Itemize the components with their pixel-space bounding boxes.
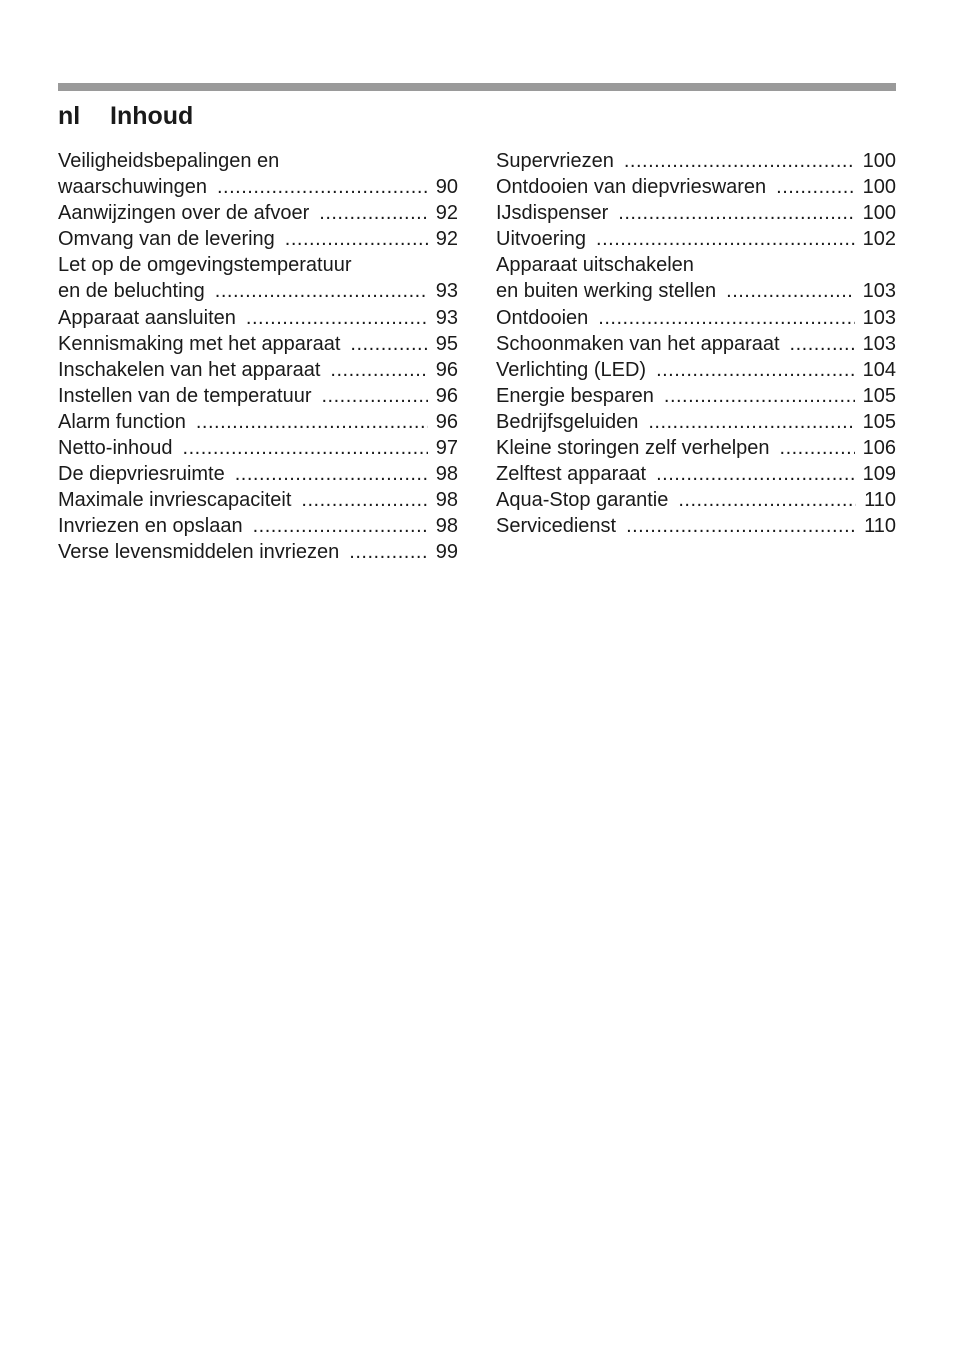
toc-entry[interactable] (58, 513, 458, 539)
title-text: Inhoud (110, 102, 194, 130)
dot-leader (301, 487, 427, 513)
toc-entry-page-number: 105 (862, 410, 896, 433)
dot-leader (618, 200, 854, 226)
dot-leader (656, 357, 855, 383)
dot-leader (215, 278, 428, 304)
toc-entry-page-number: 103 (862, 306, 896, 329)
dot-leader (780, 435, 855, 461)
toc-entry-page-number: 98 (435, 489, 458, 512)
toc-entry[interactable] (496, 461, 896, 487)
toc-entry[interactable] (496, 331, 896, 357)
toc-entry-title-lead: Let op de omgevingstemperatuur (58, 254, 352, 277)
toc-entry-page-number: 110 (864, 515, 896, 538)
toc-entry[interactable] (58, 148, 458, 200)
toc-entry-page-number: 99 (435, 541, 458, 564)
toc-entry-page-number: 98 (435, 463, 458, 486)
toc-entry-page-number: 106 (862, 437, 896, 460)
toc-column-right (496, 148, 896, 539)
dot-leader (776, 174, 854, 200)
toc-entry-page-number: 104 (862, 358, 896, 381)
toc-entry-page-number: 96 (435, 410, 458, 433)
dot-leader (626, 513, 856, 539)
toc-entry[interactable] (496, 435, 896, 461)
toc-entry-title: Schoonmaken van het apparaat (496, 332, 780, 355)
toc-entry[interactable] (58, 226, 458, 252)
toc-entry[interactable] (496, 383, 896, 409)
toc-entry-page-number: 100 (862, 176, 896, 199)
toc-entry[interactable] (496, 357, 896, 383)
toc-entry[interactable] (496, 305, 896, 331)
language-code: nl (58, 102, 81, 130)
toc-entry-title: Ontdooien (496, 306, 589, 329)
dot-leader (183, 435, 428, 461)
dot-leader (322, 383, 428, 409)
dot-leader (253, 513, 428, 539)
toc-entry-title: Servicedienst (496, 515, 617, 538)
toc-entry-page-number: 103 (862, 280, 896, 303)
page-title (58, 100, 193, 132)
dot-leader (285, 226, 428, 252)
toc-entry-title: Bedrijfsgeluiden (496, 410, 639, 433)
toc-entry-title: Aanwijzingen over de afvoer (58, 202, 310, 225)
dot-leader (678, 487, 856, 513)
toc-entry-title: Netto-inhoud (58, 437, 173, 460)
toc-entry-page-number: 90 (435, 176, 458, 199)
toc-entry-title-lead: Apparaat uitschakelen (496, 254, 694, 277)
toc-entry-title: Instellen van de temperatuur (58, 384, 312, 407)
toc-entry[interactable] (496, 513, 896, 539)
toc-entry[interactable] (496, 226, 896, 252)
toc-entry[interactable] (58, 461, 458, 487)
toc-entry-title: Kleine storingen zelf verhelpen (496, 437, 770, 460)
toc-entry-title: en de beluchting (58, 280, 205, 303)
toc-entry-page-number: 97 (435, 437, 458, 460)
toc-entry-page-number: 102 (862, 228, 896, 251)
toc-entry[interactable] (58, 200, 458, 226)
dot-leader (598, 305, 854, 331)
dot-leader (596, 226, 855, 252)
dot-leader (624, 148, 855, 174)
header-rule (58, 83, 896, 91)
toc-entry-title: Zelftest apparaat (496, 463, 647, 486)
toc-entry-page-number: 110 (864, 489, 896, 512)
toc-entry-page-number: 98 (435, 515, 458, 538)
toc-entry-page-number: 93 (435, 306, 458, 329)
dot-leader (350, 331, 427, 357)
toc-entry-title: Inschakelen van het apparaat (58, 358, 321, 381)
toc-entry[interactable] (58, 383, 458, 409)
toc-entry-page-number: 95 (435, 332, 458, 355)
toc-entry[interactable] (58, 487, 458, 513)
toc-entry-title: Apparaat aansluiten (58, 306, 236, 329)
dot-leader (330, 357, 427, 383)
toc-entry[interactable] (58, 357, 458, 383)
toc-entry-page-number: 96 (435, 384, 458, 407)
dot-leader (235, 461, 428, 487)
toc-entry[interactable] (496, 487, 896, 513)
toc-entry-title: De diepvriesruimte (58, 463, 225, 486)
toc-entry-title-lead: Veiligheidsbepalingen en (58, 150, 280, 172)
dot-leader (656, 461, 855, 487)
dot-leader (246, 305, 428, 331)
toc-entry-page-number: 92 (435, 202, 458, 225)
toc-entry[interactable] (58, 305, 458, 331)
dot-leader (726, 278, 854, 304)
toc-entry-page-number: 100 (862, 150, 896, 172)
toc-entry-title: Supervriezen (496, 150, 614, 172)
dot-leader (648, 409, 854, 435)
toc-entry-title: Alarm function (58, 410, 186, 433)
toc-entry-page-number: 92 (435, 228, 458, 251)
toc-entry[interactable] (496, 174, 896, 200)
toc-entry[interactable] (58, 539, 458, 565)
toc-entry[interactable] (496, 200, 896, 226)
toc-entry-page-number: 100 (862, 202, 896, 225)
toc-entry-title: Energie besparen (496, 384, 654, 407)
toc-entry[interactable] (58, 252, 458, 304)
toc-entry-page-number: 103 (862, 332, 896, 355)
dot-leader (664, 383, 855, 409)
toc-column-left (58, 148, 458, 566)
toc-entry[interactable] (496, 409, 896, 435)
toc-entry-page-number: 105 (862, 384, 896, 407)
toc-entry[interactable] (58, 435, 458, 461)
toc-entry[interactable] (496, 148, 896, 174)
toc-entry-title: Ontdooien van diepvrieswaren (496, 176, 767, 199)
dot-leader (196, 409, 428, 435)
dot-leader (319, 200, 427, 226)
toc-entry-title: Verlichting (LED) (496, 358, 647, 381)
dot-leader (217, 174, 428, 200)
toc-entry-title: Kennismaking met het apparaat (58, 332, 341, 355)
toc-entry-title: Verse levensmiddelen invriezen (58, 541, 340, 564)
dot-leader (790, 331, 855, 357)
toc-entry-title: Omvang van de levering (58, 228, 275, 251)
toc-entry-page-number: 96 (435, 358, 458, 381)
toc-entry-page-number: 109 (862, 463, 896, 486)
toc-entry-title: Aqua-Stop garantie (496, 489, 669, 512)
toc-entry-title: waarschuwingen (58, 176, 207, 199)
toc-entry-title: IJsdispenser (496, 202, 609, 225)
toc-entry-page-number: 93 (435, 280, 458, 303)
toc-entry[interactable] (496, 252, 896, 304)
toc-entry-title: Maximale invriescapaciteit (58, 489, 292, 512)
toc-entry-title: Invriezen en opslaan (58, 515, 243, 538)
toc-entry[interactable] (58, 409, 458, 435)
toc-entry[interactable] (58, 331, 458, 357)
toc-entry-title: Uitvoering (496, 228, 587, 251)
dot-leader (349, 539, 427, 565)
toc-entry-title: en buiten werking stellen (496, 280, 717, 303)
